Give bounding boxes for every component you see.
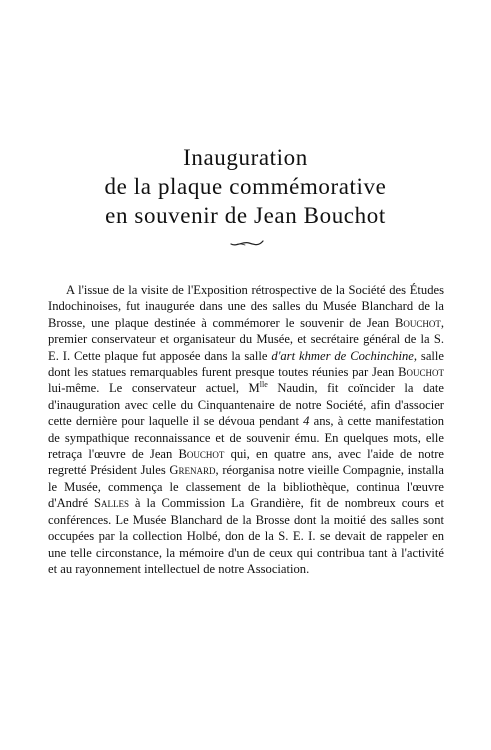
title-line-1: Inauguration xyxy=(183,145,308,170)
body-text-segment: ans, à cette manifestation de sympathique reconnaissance et de souvenir ému. En quelques mots, elle retraça l'œuvre de Jean xyxy=(48,414,445,462)
swash-ornament-icon xyxy=(229,238,265,248)
body-text-segment: , premier conservateur et organisateur du Musée, et secrétaire général de la S. E. I. Cette plaque fut apposée dans la salle xyxy=(48,315,444,363)
person-name: Grenard xyxy=(169,463,216,478)
title-line-2: de la plaque commémorative xyxy=(104,174,387,199)
person-name: Bouchot xyxy=(394,315,441,330)
body-paragraph xyxy=(48,282,444,577)
title-abbrev-sup: lle xyxy=(259,380,268,390)
room-name: d'art khmer de Cochinchine, xyxy=(271,348,417,363)
person-name: Bouchot xyxy=(178,447,225,462)
body-text-segment: à la Commission La Grandière, fit de nombreux cours et conférences. Le Musée Blanchard de la Brosse dont la moitié des salles sont occupées par la collection Holbé, don de la S. E. I. se devait de rappeler en une telle circonstance, la mémoire d'un de ceux qui contribua tant à l'activité et au rayonnement intellectuel de notre Association. xyxy=(48,496,444,576)
body-text-segment: qui, en quatre ans, avec l'aide de notre regretté Président Jules xyxy=(48,447,444,478)
person-name: Bouchot xyxy=(398,365,444,380)
body-text-segment: A l'issue de la visite de l'Exposition rétrospective de la Société des Études Indochinoises, fut inaugurée dans une des salles du Musée Blanchard de la Brosse, une plaque destinée à commémorer le souvenir de Jean xyxy=(48,283,444,330)
title-line-3: en souvenir de Jean Bouchot xyxy=(105,203,386,228)
years-count: 4 xyxy=(303,414,310,429)
person-name: Salles xyxy=(93,496,129,511)
body-text-segment: , réorganisa notre vieille Compagnie, installa le Musée, commença le classement de la bibliothèque, continua l'œuvre d'André xyxy=(48,463,444,511)
article-body xyxy=(48,282,444,577)
article-title xyxy=(0,143,491,230)
body-text-segment: lui-même. Le conservateur actuel, M xyxy=(48,381,260,396)
body-text-segment: Naudin, fit coïncider la date d'inauguration avec celle du Cinquantenaire de notre Société, afin d'associer cette dernière pour laquelle il se dévoua pendant xyxy=(48,381,444,429)
body-text-segment: salle dont les statues remarquables furent presque toutes réunies par Jean xyxy=(48,348,444,380)
